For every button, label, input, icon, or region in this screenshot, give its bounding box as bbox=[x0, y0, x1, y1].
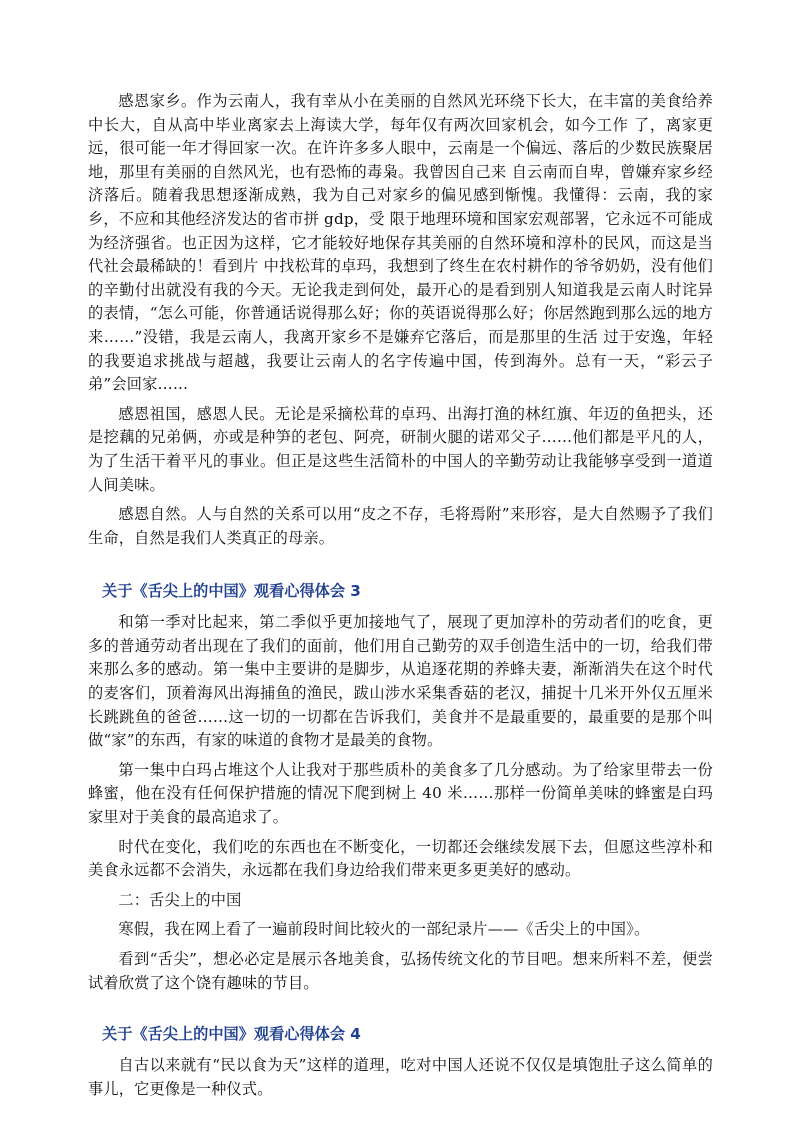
paragraph: 自古以来就有“民以食为天”这样的道理，吃对中国人还说不仅仅是填饱肚子这么简单的事儿，它更像是一种仪式。 bbox=[88, 1056, 713, 1098]
section-3-heading: 关于《舌尖上的中国》观看心得体会 3 bbox=[102, 582, 361, 601]
section-4-heading: 关于《舌尖上的中国》观看心得体会 4 bbox=[102, 1025, 361, 1044]
paragraph: 第一集中白玛占堆这个人让我对于那些质朴的美食多了几分感动。为了给家里带去一份蜂蜜，他在没有任何保护措施的情况下爬到树上 40 米……那样一份简单美味的蜂蜜是白玛家里对于美食的最高追求了。 bbox=[88, 760, 713, 827]
paragraph: 时代在变化，我们吃的东西也在不断变化，一切都还会继续发展下去，但愿这些淳朴和美食永远都不会消失，永远都在我们身边给我们带来更多更美好的感动。 bbox=[88, 837, 713, 880]
paragraph-gratitude-nature: 感恩自然。人与自然的关系可以用“皮之不存，毛将焉附”来形容，是大自然赐予了我们生命，自然是我们人类真正的母亲。 bbox=[88, 505, 713, 547]
paragraph: 和第一季对比起来，第二季似乎更加接地气了，展现了更加淳朴的劳动者们的吃食，更多的普通劳动者出现在了我们的面前，他们用自己勤劳的双手创造生活中的一切，给我们带来那么多的感动。第一集中主要讲的是脚步，从追逐花期的养蜂夫妻，渐渐消失在这个时代的麦客们，顶着海风出海捕鱼的渔民，跋山涉水采集香菇的老汉，捕捉十几米开外仅五厘米长跳跳鱼的爸爸……这一切的一切都在告诉我们，美食并不是最重要的，最重要的是那个叫做“家”的东西，有家的味道的食物才是最美的食物。 bbox=[88, 613, 713, 750]
subheading: 二：舌尖上的中国 bbox=[118, 890, 242, 909]
paragraph-gratitude-country: 感恩祖国，感恩人民。无论是采摘松茸的卓玛、出海打渔的林红旗、年迈的鱼把头，还是挖藕的兄弟俩，亦或是种笋的老包、阿亮，研制火腿的诺邓父子……他们都是平凡的人，为了生活干着平凡的事业。但正是这些生活简朴的中国人的辛勤劳动让我能够享受到一道道人间美味。 bbox=[88, 404, 713, 494]
paragraph: 看到“舌尖”，想必必定是展示各地美食，弘扬传统文化的节目吧。想来所料不差，便尝试着欣赏了这个饶有趣味的节目。 bbox=[88, 950, 713, 992]
document-body bbox=[88, 90, 713, 1107]
paragraph: 寒假，我在网上看了一遍前段时间比较火的一部纪录片——《舌尖上的中国》。 bbox=[118, 920, 650, 939]
paragraph-gratitude-hometown: 感恩家乡。作为云南人，我有幸从小在美丽的自然风光环绕下长大，在丰富的美食给养中长大，自从高中毕业离家去上海读大学，每年仅有两次回家机会，如今工作 了，离家更远，很可能一年才得回家一次。在许许多多人眼中，云南是一个偏远、落后的少数民族聚居地，那里有美丽的自然风光，也有恐怖的毒枭。我曾因自己来 自云南而自卑，曾嫌弃家乡经济落后。随着我思想逐渐成熟，我为自己对家乡的偏见感到惭愧。我懂得：云南，我的家乡，不应和其他经济发达的省市拼 gdp，受 限于地理环境和国家宏观部署，它永远不可能成为经济强省。也正因为这样，它才能较好地保存其美丽的自然环境和淳朴的民风，而这是当代社会最稀缺的！看到片 中找松茸的卓玛，我想到了终生在农村耕作的爷爷奶奶，没有他们的辛勤付出就没有我的今天。无论我走到何处，最开心的是看到别人知道我是云南人时诧异的表情，“怎么可能，你普通话说得那么好；你的英语说得那么好；你居然跑到那么远的地方来……”没错，我是云南人，我离开家乡不是嫌弃它落后，而是那里的生活 过于安逸，年轻的我要追求挑战与超越，我要让云南人的名字传遍中国，传到海外。总有一天，“彩云子弟”会回家…… bbox=[88, 92, 713, 394]
